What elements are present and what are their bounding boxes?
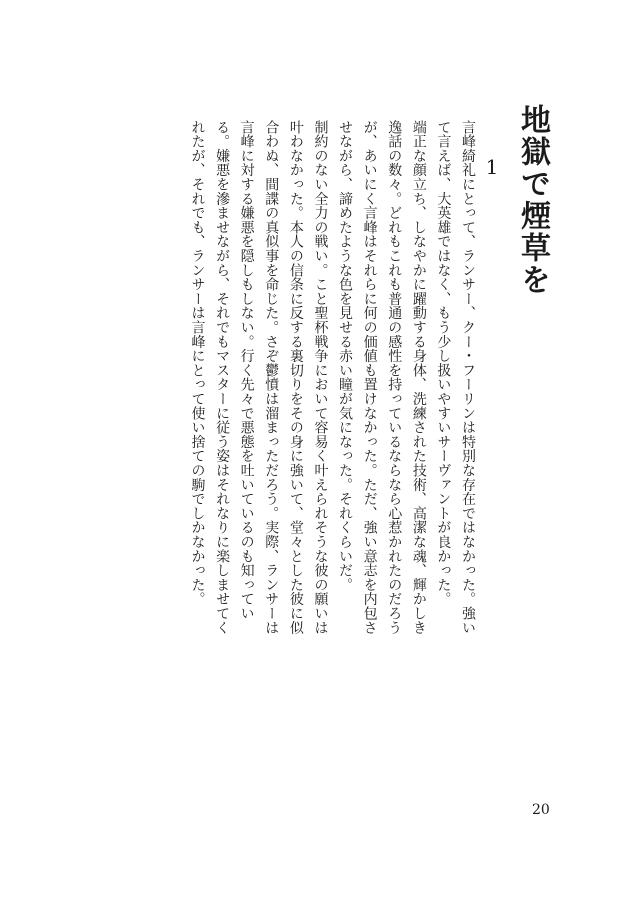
paragraph: 言峰綺礼にとって、ランサー、クー・フーリンは特別な存在ではなかった。強いて言えば、大英雄ではなく、もう少し扱いやすいサーヴァントが良かった。 <box>435 120 476 635</box>
paragraph: 制約のない全力の戦い。こと聖杯戦争において容易く叶えられそうな彼の願いは叶わなかった。本人の信条に反する裏切りをその身に強いて、堂々とした彼に似合わぬ、間諜の真似事を命じた。さぞ鬱憤は溜まっただろう。実際、ランサーは言峰に対する嫌悪を隠しもしない。行く先々で悪態を吐いているのも知っている。嫌悪を滲ませながら、それでもマスターに従う姿はそれなりに楽しませてくれたが、それでも、ランサーは言峰にとって使い捨ての駒でしかなかった。 <box>189 120 329 635</box>
body-text <box>120 120 480 640</box>
chapter-number: 1 <box>480 155 504 179</box>
page-number: 20 <box>532 802 550 818</box>
chapter-title: 地獄で煙草を <box>515 104 550 296</box>
paragraph: 端正な顔立ち、しなやかに躍動する身体、洗練された技術、高潔な魂、輝かしき逸話の数々。どれもこれも普通の感性を持っているならなら心惹かれたのだろうが、あいにく言峰はそれらに何の価値も置けなかった。ただ、強い意志を内包させながら、諦めたような色を見せる赤い瞳が気になった。それくらいだ。 <box>337 120 427 635</box>
